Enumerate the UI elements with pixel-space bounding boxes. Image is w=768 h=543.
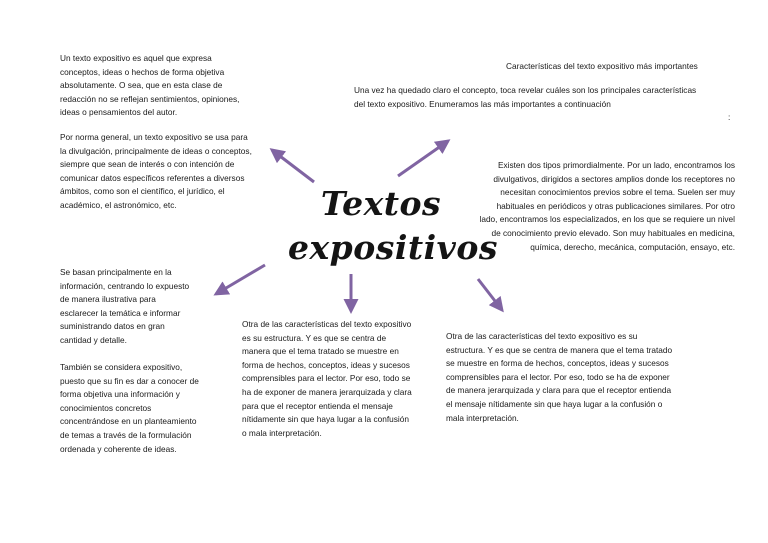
arrow-down-right <box>478 279 502 310</box>
top-right-colon: : <box>728 112 731 122</box>
bottom-left-paragraph-objective: También se considera expositivo, puesto que su fin es dar a conocer de forma objetiva una información y conocimientos concretos concentrándose en un planteamiento de temas a través de la formulación ordenada y coherente de ideas. <box>60 362 199 454</box>
left-paragraph-definition: Un texto expositivo es aquel que expresa conceptos, ideas o hechos de forma objetiva absolutamente. O sea, que en esta clase de redacción no se reflejan sentimientos, opiniones, ideas o pensamientos del autor. <box>60 53 240 118</box>
arrow-up-left <box>272 150 314 182</box>
bottom-left-paragraph-information: Se basan principalmente en la información, centrando lo expuesto de manera ilustrativa para esclarecer la temática e informar suministrando datos en gran cantidad y detalle. <box>60 267 190 345</box>
central-title <box>288 182 498 270</box>
bottom-right-paragraph-structure: Otra de las características del texto expositivo es su estructura. Y es que se centra de manera que el tema tratado se muestre en forma de hechos, conceptos, ideas y sucesos comprensibles para el lector. Por eso, todo se ha de exponer de manera jerarquizada y clara para que el receptor entienda el mensaje nítidamente sin que haya lugar a la confusión o mala interpretación. <box>446 331 673 423</box>
title-line-1: Textos <box>320 184 442 223</box>
arrow-up-right <box>398 141 448 176</box>
right-paragraph-types: Existen dos tipos primordialmente. Por un lado, encontramos los divulgativos, dirigidos a sectores amplios donde los receptores no necesitan conocimientos previos sobre el tema. Suelen ser muy habituales en periódicos y otras publicaciones similares. Por otro lado, encontramos los especializados, en los que se requiere un nivel de conocimiento previo elevado. Son muy habituales en medicina, química, derecho, mecánica, computación, ensayo, etc. <box>479 160 735 252</box>
left-paragraph-usage: Por norma general, un texto expositivo se usa para la divulgación, principalmente de ideas o conceptos, siempre que sean de interés o con intención de comunicar datos específicos referentes a diversos ámbitos, como son el científico, el jurídico, el académico, el astronómico, etc. <box>60 132 252 210</box>
top-right-heading: Características del texto expositivo más importantes <box>506 61 698 71</box>
title-line-2: expositivos <box>288 228 498 267</box>
arrow-down-left <box>216 265 265 294</box>
top-right-intro: Una vez ha quedado claro el concepto, toca revelar cuáles son los principales características del texto expositivo. Enumeramos las más importantes a continuación <box>354 85 697 109</box>
bottom-center-paragraph-structure: Otra de las características del texto expositivo es su estructura. Y es que se centra de manera que el tema tratado se muestre en forma de hechos, conceptos, ideas y sucesos comprensibles para el lector. Por eso, todo se ha de exponer de manera jerarquizada y clara para que el receptor entienda el mensaje nítidamente sin que haya lugar a la confusión o mala interpretación. <box>242 319 412 438</box>
